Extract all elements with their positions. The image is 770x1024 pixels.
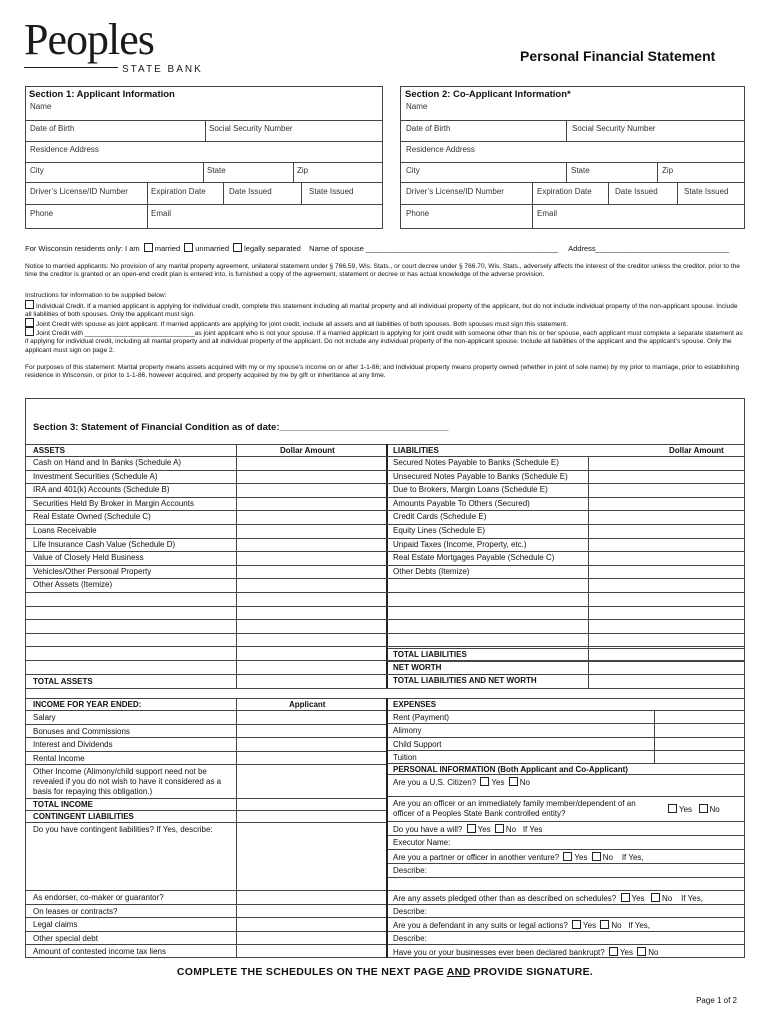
contingent-amount-field[interactable] bbox=[238, 931, 384, 944]
asset-label: Investment Securities (Schedule A) bbox=[33, 472, 158, 481]
s2-ssn-label: Social Security Number bbox=[572, 124, 656, 133]
officer-yes-label: Yes bbox=[679, 805, 693, 814]
pledged-yes-checkbox[interactable] bbox=[621, 893, 630, 902]
s2-dob-label: Date of Birth bbox=[406, 124, 451, 133]
section2-heading: Section 2: Co-Applicant Information* bbox=[405, 89, 571, 100]
unmarried-checkbox[interactable] bbox=[184, 243, 193, 252]
income-item-label: Bonuses and Commissions bbox=[33, 726, 130, 736]
bankrupt-yes-label: Yes bbox=[619, 948, 633, 957]
s2-expiration-label: Expiration Date bbox=[537, 187, 592, 196]
asset-label: Cash on Hand and In Banks (Schedule A) bbox=[33, 458, 182, 467]
bankrupt-no-checkbox[interactable] bbox=[637, 947, 646, 956]
table-rule bbox=[25, 646, 745, 647]
asset-label: IRA and 401(k) Accounts (Schedule B) bbox=[33, 485, 170, 494]
contingent-amount-field[interactable] bbox=[238, 890, 384, 903]
partner-yes-checkbox[interactable] bbox=[563, 852, 572, 861]
individual-credit-text: Individual Credit. If a married applicant is applying for individual credit, complete this statement including all marital property and all individual property of the applicant, but do not include individual property of the non-applicant spouse. Include all liabilities of both spouses. Only the applicant must sign. bbox=[25, 303, 738, 319]
net-worth-label: NET WORTH bbox=[393, 663, 442, 672]
applicant-header: Applicant bbox=[289, 700, 326, 709]
partner-describe: Describe: bbox=[393, 866, 427, 875]
income-amount-field[interactable] bbox=[238, 710, 384, 723]
joint-spouse-checkbox[interactable] bbox=[25, 318, 34, 327]
bankrupt-yes-checkbox[interactable] bbox=[609, 947, 618, 956]
pledged-yes-label: Yes bbox=[631, 894, 645, 903]
separated-label: legally separated bbox=[244, 244, 301, 253]
pledged-no-checkbox[interactable] bbox=[651, 893, 660, 902]
joint-other-checkbox[interactable] bbox=[25, 327, 34, 336]
citizen-yes-label: Yes bbox=[491, 778, 505, 787]
contingent-header: CONTINGENT LIABILITIES bbox=[33, 812, 134, 821]
purposes-statement: For purposes of this statement: Marital property means assets acquired with my or my spouse’s income on or after 1-1-86; and Individual property means property owned (whether in joint of sole name) by my prior to marriage, prior to establishing residence in Wisconsin, or prior to 1-1-86, however acquired, and property acquired by me by gift or inheritance at any time. bbox=[25, 364, 740, 380]
expenses-header: EXPENSES bbox=[393, 700, 437, 709]
bank-logo: Peoples bbox=[24, 15, 154, 64]
contingent-amount-field[interactable] bbox=[238, 904, 384, 917]
will-yes-label: Yes bbox=[477, 825, 491, 834]
table-rule bbox=[25, 764, 386, 765]
assets-header: ASSETS bbox=[33, 446, 66, 455]
total-assets-label: TOTAL ASSETS bbox=[33, 677, 93, 686]
citizen-no-label: No bbox=[519, 778, 530, 787]
officer-no-checkbox[interactable] bbox=[699, 804, 708, 813]
expense-item-label: Alimony bbox=[393, 726, 422, 736]
expense-item-label: Child Support bbox=[393, 739, 442, 749]
s1-email-label: Email bbox=[151, 209, 172, 218]
married-label: married bbox=[154, 244, 181, 253]
liability-label: Credit Cards (Schedule E) bbox=[393, 512, 487, 521]
wisconsin-prefix: For Wisconsin residents only: I am bbox=[25, 244, 140, 253]
separated-checkbox[interactable] bbox=[233, 243, 242, 252]
contingent-amount-field[interactable] bbox=[238, 944, 384, 957]
s2-issued-label: Date Issued bbox=[615, 187, 658, 196]
liability-amount-field[interactable] bbox=[590, 510, 743, 523]
partner-row bbox=[393, 852, 644, 862]
individual-credit-option bbox=[25, 300, 745, 320]
officer-question: Are you an officer or an immediately family member/dependent of an officer of a Peoples State Bank controlled entity? bbox=[393, 799, 636, 818]
liability-amount-field[interactable] bbox=[590, 524, 743, 537]
income-item-label: Rental Income bbox=[33, 753, 85, 763]
liabilities-header: LIABILITIES bbox=[393, 446, 439, 455]
bankrupt-question: Have you or your businesses ever been declared bankrupt? bbox=[393, 948, 605, 957]
asset-amount-field[interactable] bbox=[238, 551, 384, 564]
expense-amount-field[interactable] bbox=[656, 737, 743, 750]
wisconsin-line bbox=[25, 243, 729, 253]
asset-amount-field[interactable] bbox=[238, 456, 384, 469]
s1-state-label: State bbox=[207, 166, 226, 175]
total-income-label: TOTAL INCOME bbox=[33, 800, 93, 809]
officer-options bbox=[666, 804, 720, 814]
liability-amount-field[interactable] bbox=[590, 483, 743, 496]
section1-heading: Section 1: Applicant Information bbox=[29, 89, 175, 100]
asset-amount-field[interactable] bbox=[238, 483, 384, 496]
s2-state-issued-label: State Issued bbox=[684, 187, 729, 196]
will-no-checkbox[interactable] bbox=[495, 824, 504, 833]
contingent-amount-field[interactable] bbox=[238, 917, 384, 930]
total-liabilities-label: TOTAL LIABILITIES bbox=[393, 650, 467, 659]
citizen-yes-checkbox[interactable] bbox=[480, 777, 489, 786]
instruction-post: PROVIDE SIGNATURE. bbox=[470, 966, 594, 978]
instructions-intro: Instructions for information to be supplied below: bbox=[25, 292, 167, 299]
defendant-yes-checkbox[interactable] bbox=[572, 920, 581, 929]
liability-label: Real Estate Mortgages Payable (Schedule C) bbox=[393, 553, 555, 562]
bankrupt-no-label: No bbox=[648, 948, 659, 957]
special-debt-label: Other special debt bbox=[33, 934, 98, 943]
table-rule bbox=[25, 822, 386, 823]
income-header: INCOME FOR YEAR ENDED: bbox=[33, 700, 142, 709]
page-title: Personal Financial Statement bbox=[520, 48, 716, 64]
liability-label: Amounts Payable To Others (Secured) bbox=[393, 499, 530, 508]
married-notice: Notice to married applicants: No provision of any marital property agreement, unilateral statement under § 766.59, Wis. Stats., or court decree under § 766.70, Wis. Stats., adversely affects the interest of the creditor unless the creditor, prior to the time the creditor is granted or an open-end credit plan is entered into, is furnished a copy of the agreement, statement or decree or has actual knowledge of the adverse provision. bbox=[25, 263, 740, 279]
defendant-describe: Describe: bbox=[393, 934, 427, 943]
joint-other-text: Joint Credit with ______________________________as joint applicant who is not your spouse. If a married applicant is applying for joint credit with someone other than his or her spouse, each applicant must complete a separate statement as if applying for individual credit, including all marital property and all individual property of the applicant. Do not include any individual property of the non-applicant spouse. Include all liabilities of the applicant and the applicant’s spouse. Only the applicant must sign on page 2. bbox=[25, 330, 743, 354]
partner-no-label: No bbox=[602, 853, 613, 862]
s2-state-label: State bbox=[571, 166, 590, 175]
spouse-address-field[interactable]: Address________________________________ bbox=[568, 244, 730, 253]
expense-amount-field[interactable] bbox=[656, 750, 743, 763]
pledged-describe: Describe: bbox=[393, 907, 427, 916]
table-rule bbox=[25, 619, 745, 620]
instruction-pre: COMPLETE THE SCHEDULES ON THE NEXT PAGE bbox=[176, 966, 447, 978]
contingent-question: Do you have contingent liabilities? If Yes, describe: bbox=[33, 825, 213, 834]
liability-label: Secured Notes Payable to Banks (Schedule E) bbox=[393, 458, 559, 467]
table-rule bbox=[25, 606, 745, 607]
liability-amount-field[interactable] bbox=[590, 551, 743, 564]
liability-amount-field[interactable] bbox=[590, 497, 743, 510]
citizen-no-checkbox[interactable] bbox=[509, 777, 518, 786]
partner-no-checkbox[interactable] bbox=[592, 852, 601, 861]
officer-yes-checkbox[interactable] bbox=[668, 804, 677, 813]
s2-city-label: City bbox=[406, 166, 420, 175]
other-income-label: Other Income (Alimony/child support need not be revealed if you do not wish to have it considered as a basis for repaying this obligation.) bbox=[33, 767, 222, 796]
income-amount-field[interactable] bbox=[238, 751, 384, 764]
s1-name-label: Name bbox=[30, 102, 52, 111]
s1-issued-label: Date Issued bbox=[229, 187, 272, 196]
expense-item-label: Rent (Payment) bbox=[393, 713, 450, 722]
liability-label: Due to Brokers, Margin Loans (Schedule E) bbox=[393, 485, 548, 494]
personal-info-header: PERSONAL INFORMATION (Both Applicant and Co-Applicant) bbox=[393, 765, 628, 774]
s2-address-label: Residence Address bbox=[406, 145, 475, 154]
expense-amount-field[interactable] bbox=[656, 710, 743, 723]
asset-amount-field[interactable] bbox=[238, 510, 384, 523]
table-rule bbox=[388, 648, 745, 649]
unmarried-label: unmarried bbox=[195, 244, 230, 253]
partner-yes-label: Yes bbox=[574, 853, 588, 862]
total-liabilities-net-worth-label: TOTAL LIABILITIES AND NET WORTH bbox=[393, 676, 537, 685]
asset-label: Securities Held By Broker in Margin Accounts bbox=[33, 499, 194, 508]
will-yes-checkbox[interactable] bbox=[467, 824, 476, 833]
liability-amount-field[interactable] bbox=[590, 538, 743, 551]
table-rule bbox=[25, 674, 386, 675]
income-item-label: Salary bbox=[33, 713, 56, 722]
s1-zip-label: Zip bbox=[297, 166, 309, 175]
will-row bbox=[393, 824, 542, 834]
joint-other-option bbox=[25, 327, 745, 355]
liability-label: Unpaid Taxes (Income, Property, etc.) bbox=[393, 540, 527, 549]
s2-license-label: Driver’s License/ID Number bbox=[406, 187, 504, 196]
liability-amount-field[interactable] bbox=[590, 470, 743, 483]
joint-spouse-text: Joint Credit with spouse as joint applicant. If married applicants are applying for joint credit, include all assets and all liabilities of both spouses. Both spouses must sign this statement. bbox=[36, 321, 568, 328]
individual-credit-checkbox[interactable] bbox=[25, 300, 34, 309]
citizen-question: Are you a U.S. Citizen? bbox=[393, 778, 477, 787]
bank-logo-subtitle: STATE BANK bbox=[122, 64, 203, 75]
s1-city-label: City bbox=[30, 166, 44, 175]
defendant-row bbox=[393, 920, 650, 930]
asset-amount-field[interactable] bbox=[238, 497, 384, 510]
asset-amount-field[interactable] bbox=[238, 578, 384, 591]
pledged-row bbox=[393, 893, 703, 903]
expense-amount-field[interactable] bbox=[656, 723, 743, 736]
s1-dob-label: Date of Birth bbox=[30, 124, 75, 133]
defendant-yes-label: Yes bbox=[583, 921, 597, 930]
assets-dollar-header: Dollar Amount bbox=[280, 446, 335, 455]
pledged-question: Are any assets pledged other than as described on schedules? bbox=[393, 894, 617, 903]
s1-state-issued-label: State Issued bbox=[309, 187, 354, 196]
liability-label: Unsecured Notes Payable to Banks (Schedule E) bbox=[393, 472, 568, 481]
schedules-instruction bbox=[0, 966, 770, 978]
asset-amount-field[interactable] bbox=[238, 524, 384, 537]
will-question: Do you have a will? bbox=[393, 825, 463, 834]
asset-label: Value of Closely Held Business bbox=[33, 553, 144, 562]
logo-rule bbox=[24, 67, 118, 68]
table-rule bbox=[25, 633, 745, 634]
pledged-no-label: No bbox=[662, 894, 673, 903]
asset-amount-field[interactable] bbox=[238, 470, 384, 483]
instruction-and: AND bbox=[446, 966, 471, 978]
table-rule bbox=[25, 798, 386, 799]
spouse-name-field[interactable]: Name of spouse ______________________________________________ bbox=[309, 244, 558, 253]
officer-no-label: No bbox=[709, 805, 720, 814]
section1-box bbox=[25, 86, 383, 229]
liabilities-dollar-header: Dollar Amount bbox=[669, 446, 724, 455]
liability-amount-field[interactable] bbox=[590, 456, 743, 469]
legal-claims-label: Legal claims bbox=[33, 920, 78, 929]
pledged-if-yes: If Yes, bbox=[681, 894, 703, 903]
will-if-yes: If Yes bbox=[522, 825, 543, 834]
asset-amount-field[interactable] bbox=[238, 565, 384, 578]
table-rule bbox=[388, 674, 745, 675]
table-rule bbox=[25, 592, 745, 593]
defendant-if-yes: If Yes, bbox=[628, 921, 651, 930]
income-item-label: Interest and Dividends bbox=[33, 740, 113, 749]
asset-label: Life Insurance Cash Value (Schedule D) bbox=[33, 540, 176, 549]
s1-expiration-label: Expiration Date bbox=[151, 187, 206, 196]
asset-label: Other Assets (Itemize) bbox=[33, 580, 113, 589]
asset-label: Vehicles/Other Personal Property bbox=[33, 567, 152, 576]
citizen-row bbox=[393, 777, 530, 787]
s1-ssn-label: Social Security Number bbox=[209, 124, 293, 133]
income-amount-field[interactable] bbox=[238, 737, 384, 750]
bankrupt-row bbox=[393, 947, 658, 957]
asset-label: Loans Receivable bbox=[33, 526, 97, 535]
s1-address-label: Residence Address bbox=[30, 145, 99, 154]
partner-if-yes: If Yes, bbox=[621, 853, 644, 862]
s1-phone-label: Phone bbox=[30, 209, 54, 218]
endorser-label: As endorser, co-maker or guarantor? bbox=[33, 893, 164, 902]
page-number: Page 1 of 2 bbox=[696, 996, 737, 1005]
defendant-no-label: No bbox=[611, 921, 622, 930]
section2-box bbox=[400, 86, 745, 229]
defendant-question: Are you a defendant in any suits or legal actions? bbox=[393, 921, 568, 930]
s2-email-label: Email bbox=[537, 209, 558, 218]
table-rule bbox=[25, 810, 386, 811]
partner-question: Are you a partner or officer in another venture? bbox=[393, 853, 560, 862]
s2-phone-label: Phone bbox=[406, 209, 430, 218]
asset-amount-field[interactable] bbox=[238, 538, 384, 551]
income-amount-field[interactable] bbox=[238, 724, 384, 737]
s2-zip-label: Zip bbox=[662, 166, 674, 175]
executor-label: Executor Name: bbox=[393, 838, 451, 847]
section3-heading: Section 3: Statement of Financial Condition as of date:________________________________ bbox=[33, 422, 449, 433]
expense-item-label: Tuition bbox=[393, 752, 417, 762]
s1-license-label: Driver’s License/ID Number bbox=[30, 187, 128, 196]
asset-label: Real Estate Owned (Schedule C) bbox=[33, 512, 151, 521]
table-rule bbox=[25, 578, 745, 579]
defendant-no-checkbox[interactable] bbox=[600, 920, 609, 929]
s2-name-label: Name bbox=[406, 102, 428, 111]
married-checkbox[interactable] bbox=[144, 243, 153, 252]
table-rule bbox=[388, 661, 745, 662]
liability-amount-field[interactable] bbox=[590, 565, 743, 578]
liability-label: Other Debts (Itemize) bbox=[393, 567, 470, 576]
tax-liens-label: Amount of contested income tax liens bbox=[33, 947, 166, 956]
will-no-label: No bbox=[505, 825, 517, 834]
liability-label: Equity Lines (Schedule E) bbox=[393, 526, 486, 535]
leases-label: On leases or contracts? bbox=[33, 907, 118, 916]
